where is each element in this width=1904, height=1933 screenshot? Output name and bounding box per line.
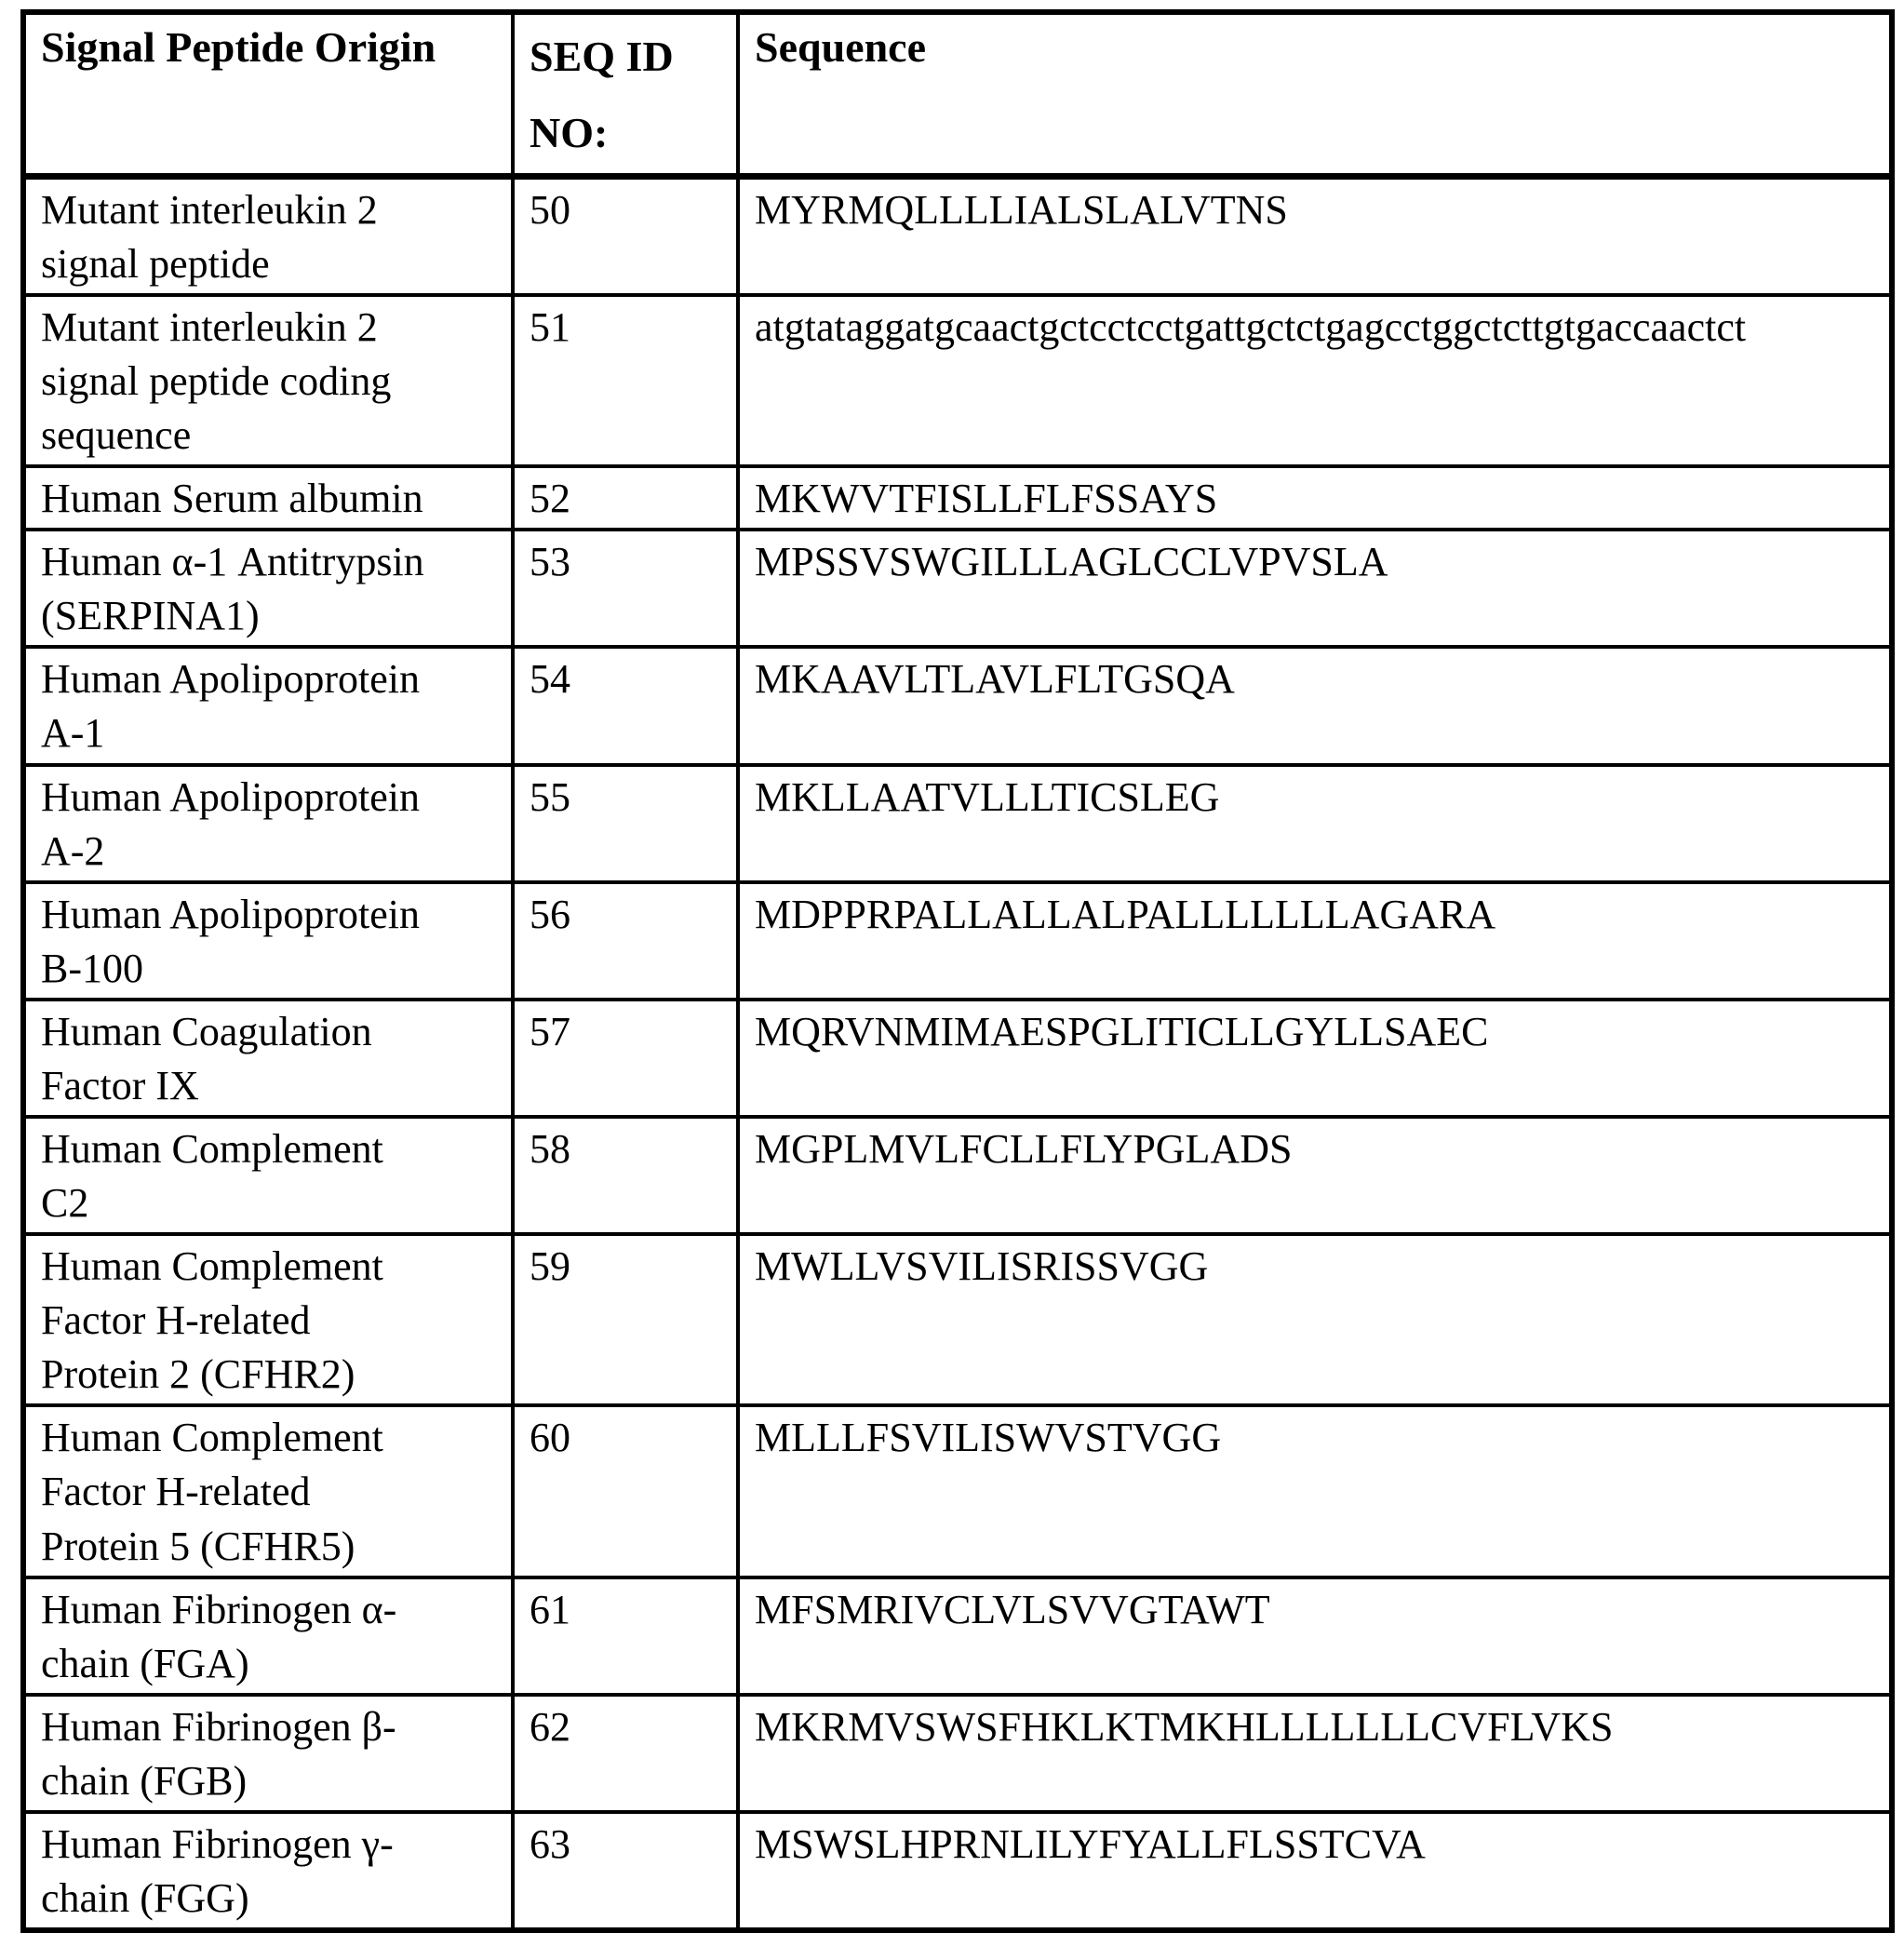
table-header-row xyxy=(23,12,1892,176)
sequence-cell: atgtataggatgcaactgctcctcctgattgctctgagcctggctcttgtgaccaactct xyxy=(738,295,1892,466)
sequence-cell: MKLLAATVLLLTICSLEG xyxy=(738,765,1892,882)
seq-id-cell: 59 xyxy=(513,1234,738,1405)
table-row xyxy=(23,1577,1892,1695)
seq-id-cell: 61 xyxy=(513,1577,738,1695)
seq-id-cell: 55 xyxy=(513,765,738,882)
seq-id-cell: 56 xyxy=(513,882,738,1000)
sequence-cell: MDPPRPALLALLALPALLLLLLLAGARA xyxy=(738,882,1892,1000)
origin-cell: Human α-1 Antitrypsin (SERPINA1) xyxy=(23,530,513,647)
sequence-cell: MQRVNMIMAESPGLITICLLGYLLSAEC xyxy=(738,1000,1892,1117)
table-row xyxy=(23,1234,1892,1405)
sequence-cell: MWLLVSVILISRISSVGG xyxy=(738,1234,1892,1405)
sequence-cell: MGPLMVLFCLLFLYPGLADS xyxy=(738,1117,1892,1234)
origin-cell: Human Fibrinogen α- chain (FGA) xyxy=(23,1577,513,1695)
sequence-cell: MYRMQLLLLIALSLALVTNS xyxy=(738,176,1892,295)
sequence-cell: MLLLFSVILISWVSTVGG xyxy=(738,1405,1892,1577)
seq-id-cell: 58 xyxy=(513,1117,738,1234)
origin-cell: Mutant interleukin 2 signal peptide coding sequence xyxy=(23,295,513,466)
table-row xyxy=(23,1812,1892,1930)
origin-cell: Human Apolipoprotein A-2 xyxy=(23,765,513,882)
origin-cell: Human Fibrinogen γ- chain (FGG) xyxy=(23,1812,513,1930)
sequence-cell: MKAAVLTLAVLFLTGSQA xyxy=(738,647,1892,764)
origin-cell: Mutant interleukin 2 signal peptide xyxy=(23,176,513,295)
table-row xyxy=(23,647,1892,764)
table-row xyxy=(23,176,1892,295)
origin-cell: Human Serum albumin xyxy=(23,466,513,530)
table-row xyxy=(23,530,1892,647)
origin-cell: Human Coagulation Factor IX xyxy=(23,1000,513,1117)
seq-id-cell: 52 xyxy=(513,466,738,530)
seq-id-cell: 51 xyxy=(513,295,738,466)
seq-id-cell: 53 xyxy=(513,530,738,647)
table-row xyxy=(23,1000,1892,1117)
table-row xyxy=(23,765,1892,882)
column-header-sequence: Sequence xyxy=(738,12,1892,176)
seq-id-cell: 57 xyxy=(513,1000,738,1117)
table-row xyxy=(23,466,1892,530)
signal-peptide-table xyxy=(20,9,1895,1933)
seq-id-cell: 50 xyxy=(513,176,738,295)
origin-cell: Human Complement Factor H-related Protein 5 (CFHR5) xyxy=(23,1405,513,1577)
sequence-cell: MPSSVSWGILLLAGLCCLVPVSLA xyxy=(738,530,1892,647)
origin-cell: Human Complement Factor H-related Protein 2 (CFHR2) xyxy=(23,1234,513,1405)
sequence-cell: MSWSLHPRNLILYFYALLFLSSTCVA xyxy=(738,1812,1892,1930)
origin-cell: Human Complement C2 xyxy=(23,1117,513,1234)
column-header-origin: Signal Peptide Origin xyxy=(23,12,513,176)
column-header-seq-id: SEQ ID NO: xyxy=(513,12,738,176)
seq-id-cell: 54 xyxy=(513,647,738,764)
seq-id-cell: 63 xyxy=(513,1812,738,1930)
seq-id-cell: 62 xyxy=(513,1695,738,1812)
origin-cell: Human Apolipoprotein B-100 xyxy=(23,882,513,1000)
table-row xyxy=(23,295,1892,466)
sequence-cell: MKWVTFISLLFLFSSAYS xyxy=(738,466,1892,530)
origin-cell: Human Apolipoprotein A-1 xyxy=(23,647,513,764)
table-row xyxy=(23,882,1892,1000)
table-row xyxy=(23,1117,1892,1234)
sequence-cell: MFSMRIVCLVLSVVGTAWT xyxy=(738,1577,1892,1695)
sequence-cell: MKRMVSWSFHKLKTMKHLLLLLLLCVFLVKS xyxy=(738,1695,1892,1812)
table-row xyxy=(23,1695,1892,1812)
table-row xyxy=(23,1405,1892,1577)
origin-cell: Human Fibrinogen β- chain (FGB) xyxy=(23,1695,513,1812)
seq-id-cell: 60 xyxy=(513,1405,738,1577)
